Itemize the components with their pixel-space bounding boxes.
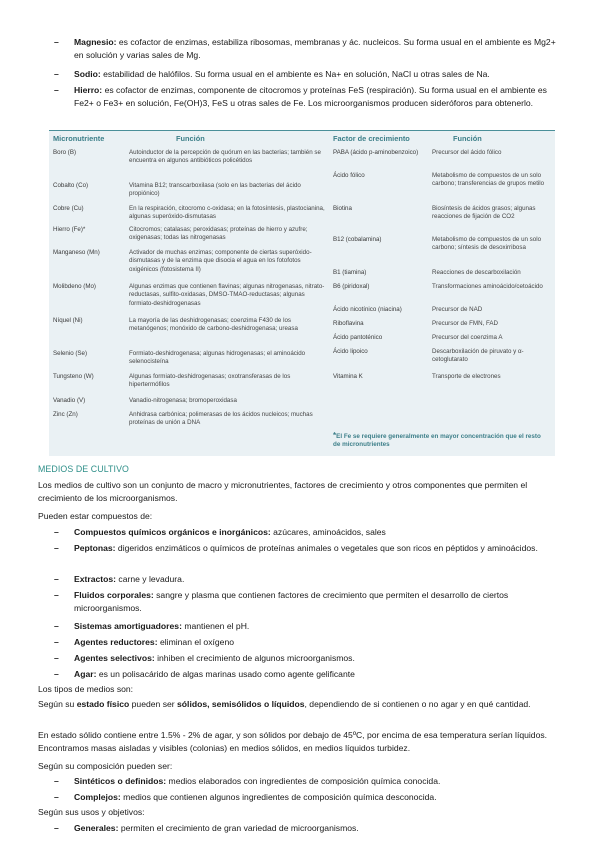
micro-name: Cobre (Cu) [53,205,84,212]
footnote-text: El Fe se requiere generalmente en mayor concentración que el resto de micronutrientes [333,433,541,448]
component-item [38,668,558,681]
micro-func: Vitamina B12; transcarboxilasa (solo en las bacterias del ácido propiónico) [129,182,301,198]
physical-after: , dependiendo de si contienen o no agar y en qué cantidad. [304,699,531,709]
physical-mid: pueden ser [129,699,178,709]
bullet-term: Extractos: [74,574,117,584]
micro-func: La mayoría de las deshidrogenasas; coenzima F430 de los metanógenos; monóxido de carbono-deshidrogenasa; ureasa [129,317,298,333]
micro-func: Autoinductor de la percepción de quórum en las bacterias; también se encuentra en algunos antibióticos policétidos [129,149,321,165]
factor-func: Metabolismo de compuestos de un solo carbono; transferencias de grupos metilo [432,172,545,188]
bullet-term: Generales: [74,823,119,833]
factor-name: Ácido lipoico [333,348,368,355]
factor-name: Ácido fólico [333,172,365,179]
micro-func: En la respiración, citocromo c-oxidasa; en la fotosíntesis, plastocianina, algunas superóxido-dismutasas [129,205,325,221]
bullet-term: Agar: [74,669,97,679]
bullet-text: permiten el crecimiento de gran variedad de microorganismos. [118,823,359,833]
factor-name: Riboflavina [333,320,364,327]
micro-name: Boro (B) [53,149,77,156]
bullet-dash: – [54,669,59,679]
types-intro: Los tipos de medios son: [38,684,134,694]
header-function-2: Función [453,134,482,143]
bullet-term: Agentes reductores: [74,637,158,647]
bullet-term: Fluidos corporales: [74,590,154,600]
bullet-term: Compuestos químicos orgánicos e inorgánicos: [74,527,271,537]
micro-func: Anhidrasa carbónica; polimerasas de los ácidos nucleicos; muchas proteínas de unión a DNA [129,411,313,427]
bullet-dash: – [54,792,59,802]
bullet-dash: – [54,590,59,600]
header-function: Función [176,134,205,143]
bullet-dash: – [54,621,59,631]
micro-func: Formiato-deshidrogenasa; algunas hidrogenasas; el aminoácido selenocisteína [129,350,306,366]
bullet-magnesio [38,36,558,62]
bullet-text: es un polisacárido de algas marinas usado como agente gelificante [96,669,355,679]
factor-name: Ácido pantoténico [333,334,383,341]
bullet-term: Agentes selectivos: [74,653,155,663]
factor-func: Transporte de electrones [432,373,501,380]
bullet-term: Hierro: [74,85,103,95]
solid-state-paragraph: En estado sólido contiene entre 1.5% - 2% de agar, y son sólidos por debajo de 45ºC, por encima de esa temperatura serían líquidos. Encontramos masas aisladas y visibles (colonias) en medios sólidos, en medios líquidos turbidez. [38,730,548,753]
composition-item [38,775,558,788]
micro-name: Vanadio (V) [53,397,86,404]
bullet-term: Sodio: [74,69,101,79]
component-item [38,526,558,539]
factor-func: Biosíntesis de ácidos grasos; algunas reacciones de fijación de CO2 [432,205,536,221]
component-item [38,573,558,586]
footnote-asterisk: * [333,431,337,440]
micronutrient-table [49,130,555,456]
section-title: MEDIOS DE CULTIVO [38,464,129,474]
bullet-text: digeridos enzimáticos o químicos de proteínas animales o vegetales que son ricos en péptidos y aminoácidos. [115,543,538,553]
micro-func: Activador de muchas enzimas; componente de ciertas superóxido-dismutasas y de la enzima que disocia el agua en los fotofotos oxigénicos (fotosistema II) [129,249,312,273]
factor-name: B12 (cobalamina) [333,236,382,243]
bullet-dash: – [54,527,59,537]
bullet-dash: – [54,823,59,833]
micro-name: Cobalto (Co) [53,182,89,189]
micro-name: Hierro (Fe)* [53,226,86,233]
physical-before: Según su [38,699,77,709]
composed-of-label: Pueden estar compuestos de: [38,511,153,521]
bullet-text: sangre y plasma que contienen factores de crecimiento que permiten el desarrollo de ciertos microorganismos. [74,590,509,613]
factor-name: PABA (ácido p-aminobenzoico) [333,149,419,156]
component-item [38,620,558,633]
uses-item [38,822,558,835]
factor-name: B1 (tiamina) [333,269,367,276]
factor-func: Metabolismo de compuestos de un solo carbono; síntesis de desoxirribosa [432,236,542,252]
component-item [38,652,558,665]
micro-func: Vanadio-nitrogenasa; bromoperoxidasa [129,397,237,404]
bullet-text: medios que contienen algunos ingredientes de composición química desconocida. [120,792,437,802]
bullet-term: Sistemas amortiguadores: [74,621,182,631]
factor-func: Precursor del ácido fólico [432,149,502,156]
bullet-text: mantienen el pH. [181,621,250,631]
bullet-dash: – [54,543,59,553]
factor-name: Vitamina K [333,373,363,380]
bullet-text: inhiben el crecimiento de algunos microorganismos. [154,653,355,663]
bullet-term: Sintéticos o definidos: [74,776,167,786]
bullet-dash: – [54,653,59,663]
bullet-dash: – [54,37,59,47]
component-item [38,589,558,615]
component-item [38,636,558,649]
bullet-dash: – [54,85,59,95]
micro-func: Citocromos; catalasas; peroxidasas; proteínas de hierro y azufre; oxigenasas; todas las nitrogenasas [129,226,308,242]
bullet-text: estabilidad de halófilos. Su forma usual en el ambiente es Na+ en solución, NaCl u otras sales de Na. [100,69,490,79]
bullet-dash: – [54,69,59,79]
bullet-dash: – [54,637,59,647]
uses-intro: Según sus usos y objetivos: [38,807,145,817]
bullet-term: Magnesio: [74,37,117,47]
bullet-text: es cofactor de enzimas, estabiliza ribosomas, membranas y ác. nucleicos. Su forma usual en el ambiente es Mg2+ en solución y varias sales de Mg. [74,37,556,60]
micro-name: Manganeso (Mn) [53,249,100,256]
micro-func: Algunas formiato-deshidrogenasas; oxotransferasas de los hipertermófilos [129,373,291,389]
bullet-text: carne y levadura. [116,574,185,584]
bullet-sodio [38,68,558,81]
bullet-hierro [38,84,558,110]
intro-paragraph: Los medios de cultivo son un conjunto de macro y micronutrientes, factores de crecimiento y otros componentes que permiten el crecimiento de los microorganismos. [38,480,528,503]
physical-term: estado físico [76,699,130,709]
bullet-text: es cofactor de enzimas, componente de citocromos y proteínas FeS (respiración). Su forma usual en el ambiente es Fe2+ o Fe3+ en solución, Fe(OH)3, FeS u otras sales de Fe. Los microorganismos producen sideróforos para obtenerlo. [74,85,547,108]
factor-name: Biotina [333,205,352,212]
header-micronutrient: Micronutriente [53,134,105,143]
factor-func: Transformaciones aminoácido/cetoácido [432,283,543,290]
composition-intro: Según su composición pueden ser: [38,761,173,771]
factor-name: Ácido nicotínico (niacina) [333,306,402,313]
composition-item [38,791,558,804]
micro-name: Tungsteno (W) [53,373,94,380]
bullet-text: azúcares, aminoácidos, sales [270,527,386,537]
factor-func: Precursor de FMN, FAD [432,320,499,327]
micro-name: Selenio (Se) [53,350,88,357]
bullet-term: Complejos: [74,792,121,802]
micro-name: Molibdeno (Mo) [53,283,96,290]
micro-name: Níquel (Ni) [53,317,83,324]
physical-state-paragraph [38,698,563,711]
micro-name: Zinc (Zn) [53,411,78,418]
micro-func: Algunas enzimas que contienen flavinas; algunas nitrogenasas, nitrato-reductasas, sulfito-oxidasas, DMSO-TMAO-reductasas; algunas formiato-deshidrogenasas [129,283,325,307]
factor-func: Precursor de NAD [432,306,483,313]
bullet-term: Peptonas: [74,543,116,553]
bullet-text: eliminan el oxígeno [157,637,235,647]
factor-func: Precursor del coenzima A [432,334,503,341]
table-footnote [333,432,543,449]
header-growth-factor: Factor de crecimiento [333,134,410,143]
factor-name: B6 (piridoxal) [333,283,370,290]
bullet-dash: – [54,776,59,786]
factor-func: Reacciones de descarboxilación [432,269,521,276]
factor-func: Descarboxilación de piruvato y α-cetoglutarato [432,348,524,364]
physical-states: sólidos, semisólidos o líquidos [177,699,305,709]
bullet-text: medios elaborados con ingredientes de composición química conocida. [166,776,441,786]
component-item [38,542,558,555]
bullet-dash: – [54,574,59,584]
